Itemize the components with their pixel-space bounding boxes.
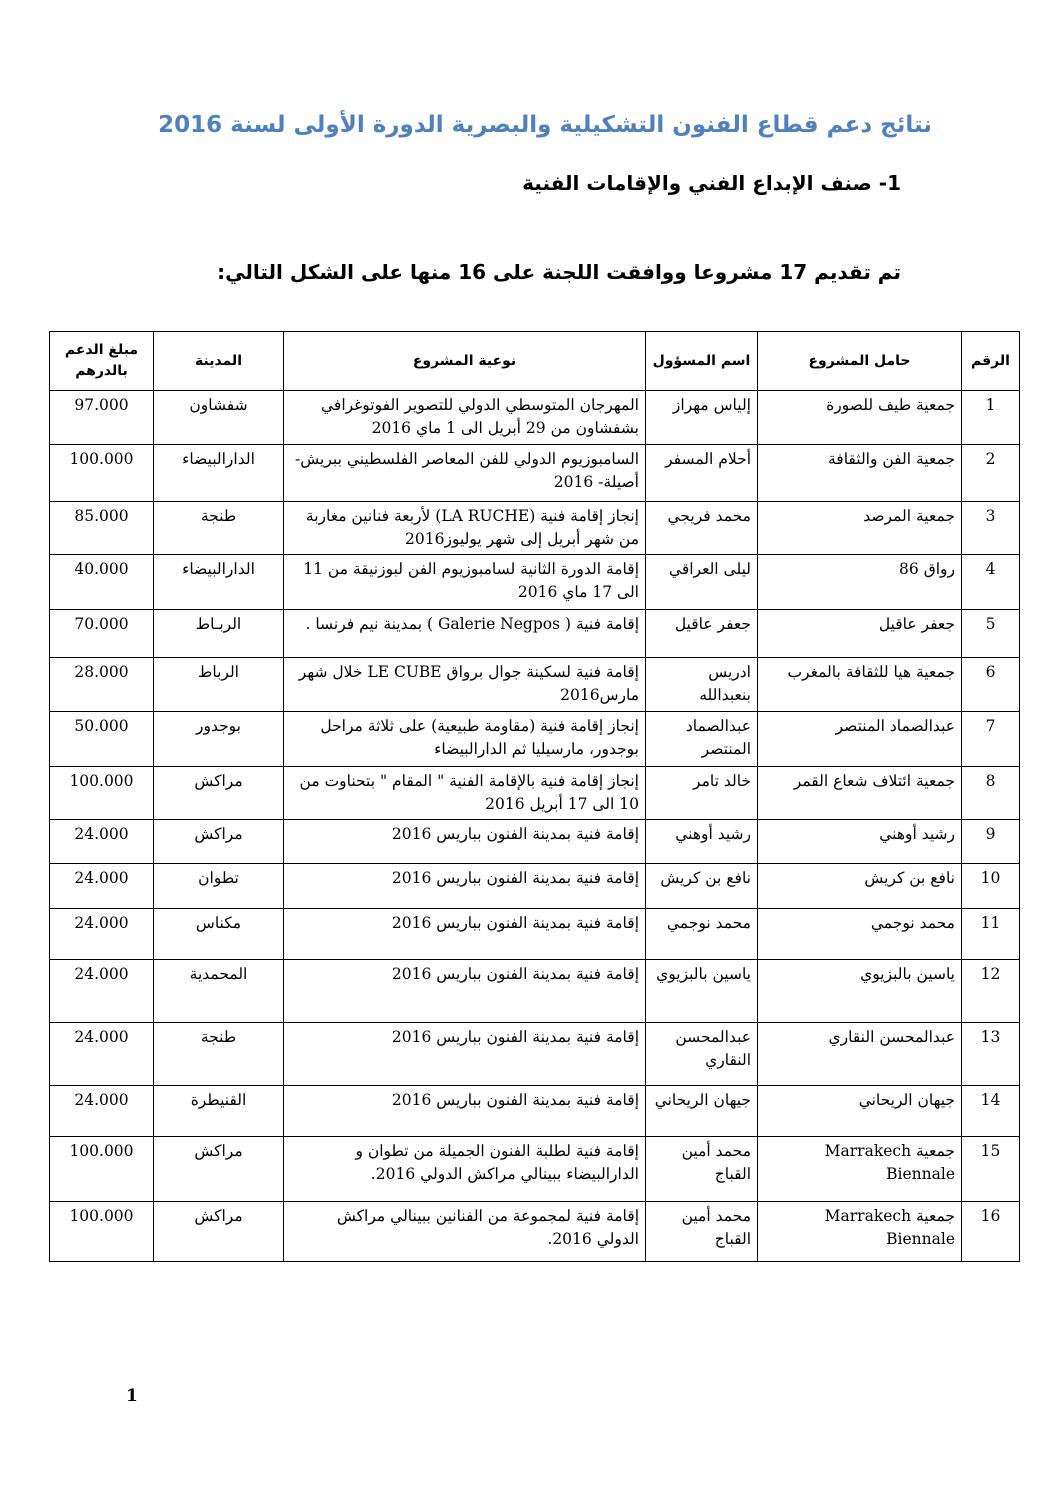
cell-num: 15 [962,1137,1020,1202]
cell-amount: 70.000 [50,610,154,658]
header-responsible: اسم المسؤول [646,332,758,391]
cell-num: 11 [962,909,1020,960]
cell-responsible: ياسين بالبزيوي [646,960,758,1023]
table-row [50,1137,1020,1202]
cell-amount: 100.000 [50,444,154,501]
header-city: المدينة [154,332,284,391]
cell-amount: 50.000 [50,711,154,766]
table-row [50,391,1020,445]
header-amount: مبلغ الدعم بالدرهم [50,332,154,391]
cell-num: 10 [962,864,1020,909]
table-row [50,711,1020,766]
cell-project: إنجاز إقامة فنية (مقاومة طبيعية) على ثلاثة مراحل بوجدور، مارسيليا ثم الدارالبيضاء [284,711,646,766]
table-row [50,1202,1020,1262]
table-row [50,820,1020,864]
cell-project: إقامة فنية لطلبة الفنون الجميلة من تطوان و الدارالبيضاء ببينالي مراكش الدولي 2016. [284,1137,646,1202]
cell-holder: جمعية Marrakech Biennale [758,1137,962,1202]
cell-num: 14 [962,1086,1020,1137]
cell-city: طنجة [154,501,284,555]
cell-amount: 24.000 [50,1086,154,1137]
cell-holder: جعفر عاقيل [758,610,962,658]
cell-responsible: نافع بن كريش [646,864,758,909]
cell-holder: رشيد أوهني [758,820,962,864]
cell-project: السامبوزيوم الدولي للفن المعاصر الفلسطيني ببريش- أصيلة- 2016 [284,444,646,501]
cell-amount: 24.000 [50,864,154,909]
cell-holder: جمعية هيا للثقافة بالمغرب [758,658,962,712]
cell-project: إقامة فنية بمدينة الفنون بباريس 2016 [284,1023,646,1086]
table-header-row [50,332,1020,391]
cell-responsible: خالد تامر [646,766,758,820]
cell-project: إقامة الدورة الثانية لسامبوزيوم الفن لبوزنيقة من 11 الى 17 ماي 2016 [284,555,646,610]
cell-holder: جمعية طيف للصورة [758,391,962,445]
cell-holder: جمعية المرصد [758,501,962,555]
cell-city: مراكش [154,1137,284,1202]
cell-num: 12 [962,960,1020,1023]
section-heading: 1- صنف الإبداع الفني والإقامات الفنية [522,171,901,195]
cell-project: إقامة فنية بمدينة الفنون بباريس 2016 [284,864,646,909]
cell-city: طنجة [154,1023,284,1086]
table-row [50,501,1020,555]
cell-num: 16 [962,1202,1020,1262]
cell-holder: عبدالصماد المنتصر [758,711,962,766]
table-row [50,909,1020,960]
cell-responsible: أحلام المسفر [646,444,758,501]
cell-project: المهرجان المتوسطي الدولي للتصوير الفوتوغرافي بشفشاون من 29 أبريل الى 1 ماي 2016 [284,391,646,445]
cell-responsible: ادريس بنعبدالله [646,658,758,712]
cell-holder: محمد نوجمي [758,909,962,960]
cell-holder: ياسين بالبزيوي [758,960,962,1023]
cell-num: 6 [962,658,1020,712]
table-body [50,391,1020,1262]
cell-responsible: عبدالصماد المنتصر [646,711,758,766]
cell-city: الربـاط [154,610,284,658]
cell-responsible: محمد أمين القباج [646,1137,758,1202]
cell-holder: جيهان الريحاني [758,1086,962,1137]
cell-city: مراكش [154,766,284,820]
cell-project: إنجاز إقامة فنية (LA RUCHE) لأربعة فنانين مغاربة من شهر أبريل إلى شهر يوليوز2016 [284,501,646,555]
header-holder: حامل المشروع [758,332,962,391]
cell-amount: 100.000 [50,1137,154,1202]
cell-project: إقامة فنية لسكينة جوال برواق LE CUBE خلال شهر مارس2016 [284,658,646,712]
cell-holder: جمعية ائتلاف شعاع القمر [758,766,962,820]
cell-amount: 40.000 [50,555,154,610]
cell-num: 9 [962,820,1020,864]
cell-project: إقامة فنية بمدينة الفنون بباريس 2016 [284,909,646,960]
cell-project: إقامة فنية ( Galerie Negpos ) بمدينة نيم فرنسا . [284,610,646,658]
cell-holder: جمعية الفن والثقافة [758,444,962,501]
cell-holder: رواق 86 [758,555,962,610]
cell-city: القنيطرة [154,1086,284,1137]
cell-num: 8 [962,766,1020,820]
cell-responsible: محمد فريجي [646,501,758,555]
cell-city: الرباط [154,658,284,712]
cell-responsible: جيهان الريحاني [646,1086,758,1137]
table-row [50,864,1020,909]
cell-project: إقامة فنية بمدينة الفنون بباريس 2016 [284,960,646,1023]
cell-city: المحمدية [154,960,284,1023]
cell-city: مراكش [154,820,284,864]
cell-city: بوجدور [154,711,284,766]
cell-amount: 24.000 [50,820,154,864]
cell-amount: 100.000 [50,766,154,820]
cell-num: 13 [962,1023,1020,1086]
cell-project: إقامة فنية بمدينة الفنون بباريس 2016 [284,1086,646,1137]
cell-city: الدارالبيضاء [154,555,284,610]
cell-city: شفشاون [154,391,284,445]
cell-num: 7 [962,711,1020,766]
table-row [50,555,1020,610]
table-row [50,1023,1020,1086]
cell-project: إنجاز إقامة فنية بالإقامة الفنية " المقام " بتحناوت من 10 الى 17 أبريل 2016 [284,766,646,820]
cell-amount: 100.000 [50,1202,154,1262]
cell-responsible: رشيد أوهني [646,820,758,864]
cell-responsible: عبدالمحسن النقاري [646,1023,758,1086]
cell-amount: 24.000 [50,960,154,1023]
cell-city: الدارالبيضاء [154,444,284,501]
results-table [49,331,1020,1262]
cell-amount: 97.000 [50,391,154,445]
cell-amount: 85.000 [50,501,154,555]
cell-project: إقامة فنية لمجموعة من الفنانين ببينالي مراكش الدولي 2016. [284,1202,646,1262]
table-row [50,444,1020,501]
cell-num: 5 [962,610,1020,658]
cell-city: مكناس [154,909,284,960]
cell-responsible: إلياس مهراز [646,391,758,445]
cell-num: 3 [962,501,1020,555]
cell-holder: نافع بن كريش [758,864,962,909]
cell-project: إقامة فنية بمدينة الفنون بباريس 2016 [284,820,646,864]
cell-city: تطوان [154,864,284,909]
cell-responsible: محمد نوجمي [646,909,758,960]
cell-num: 1 [962,391,1020,445]
header-num: الرقم [962,332,1020,391]
cell-num: 2 [962,444,1020,501]
cell-responsible: محمد أمين القباج [646,1202,758,1262]
table-row [50,1086,1020,1137]
cell-amount: 28.000 [50,658,154,712]
cell-holder: جمعية Marrakech Biennale [758,1202,962,1262]
cell-amount: 24.000 [50,909,154,960]
page-number: 1 [126,1386,138,1406]
table-row [50,766,1020,820]
document-title: نتائج دعم قطاع الفنون التشكيلية والبصرية الدورة الأولى لسنة 2016 [158,112,932,138]
header-project: نوعية المشروع [284,332,646,391]
table-row [50,658,1020,712]
table-row [50,960,1020,1023]
cell-holder: عبدالمحسن النقاري [758,1023,962,1086]
cell-responsible: جعفر عاقيل [646,610,758,658]
cell-city: مراكش [154,1202,284,1262]
cell-amount: 24.000 [50,1023,154,1086]
intro-text: تم تقديم 17 مشروعا ووافقت اللجنة على 16 منها على الشكل التالي: [217,260,901,284]
cell-num: 4 [962,555,1020,610]
table-row [50,610,1020,658]
cell-responsible: ليلى العراقي [646,555,758,610]
